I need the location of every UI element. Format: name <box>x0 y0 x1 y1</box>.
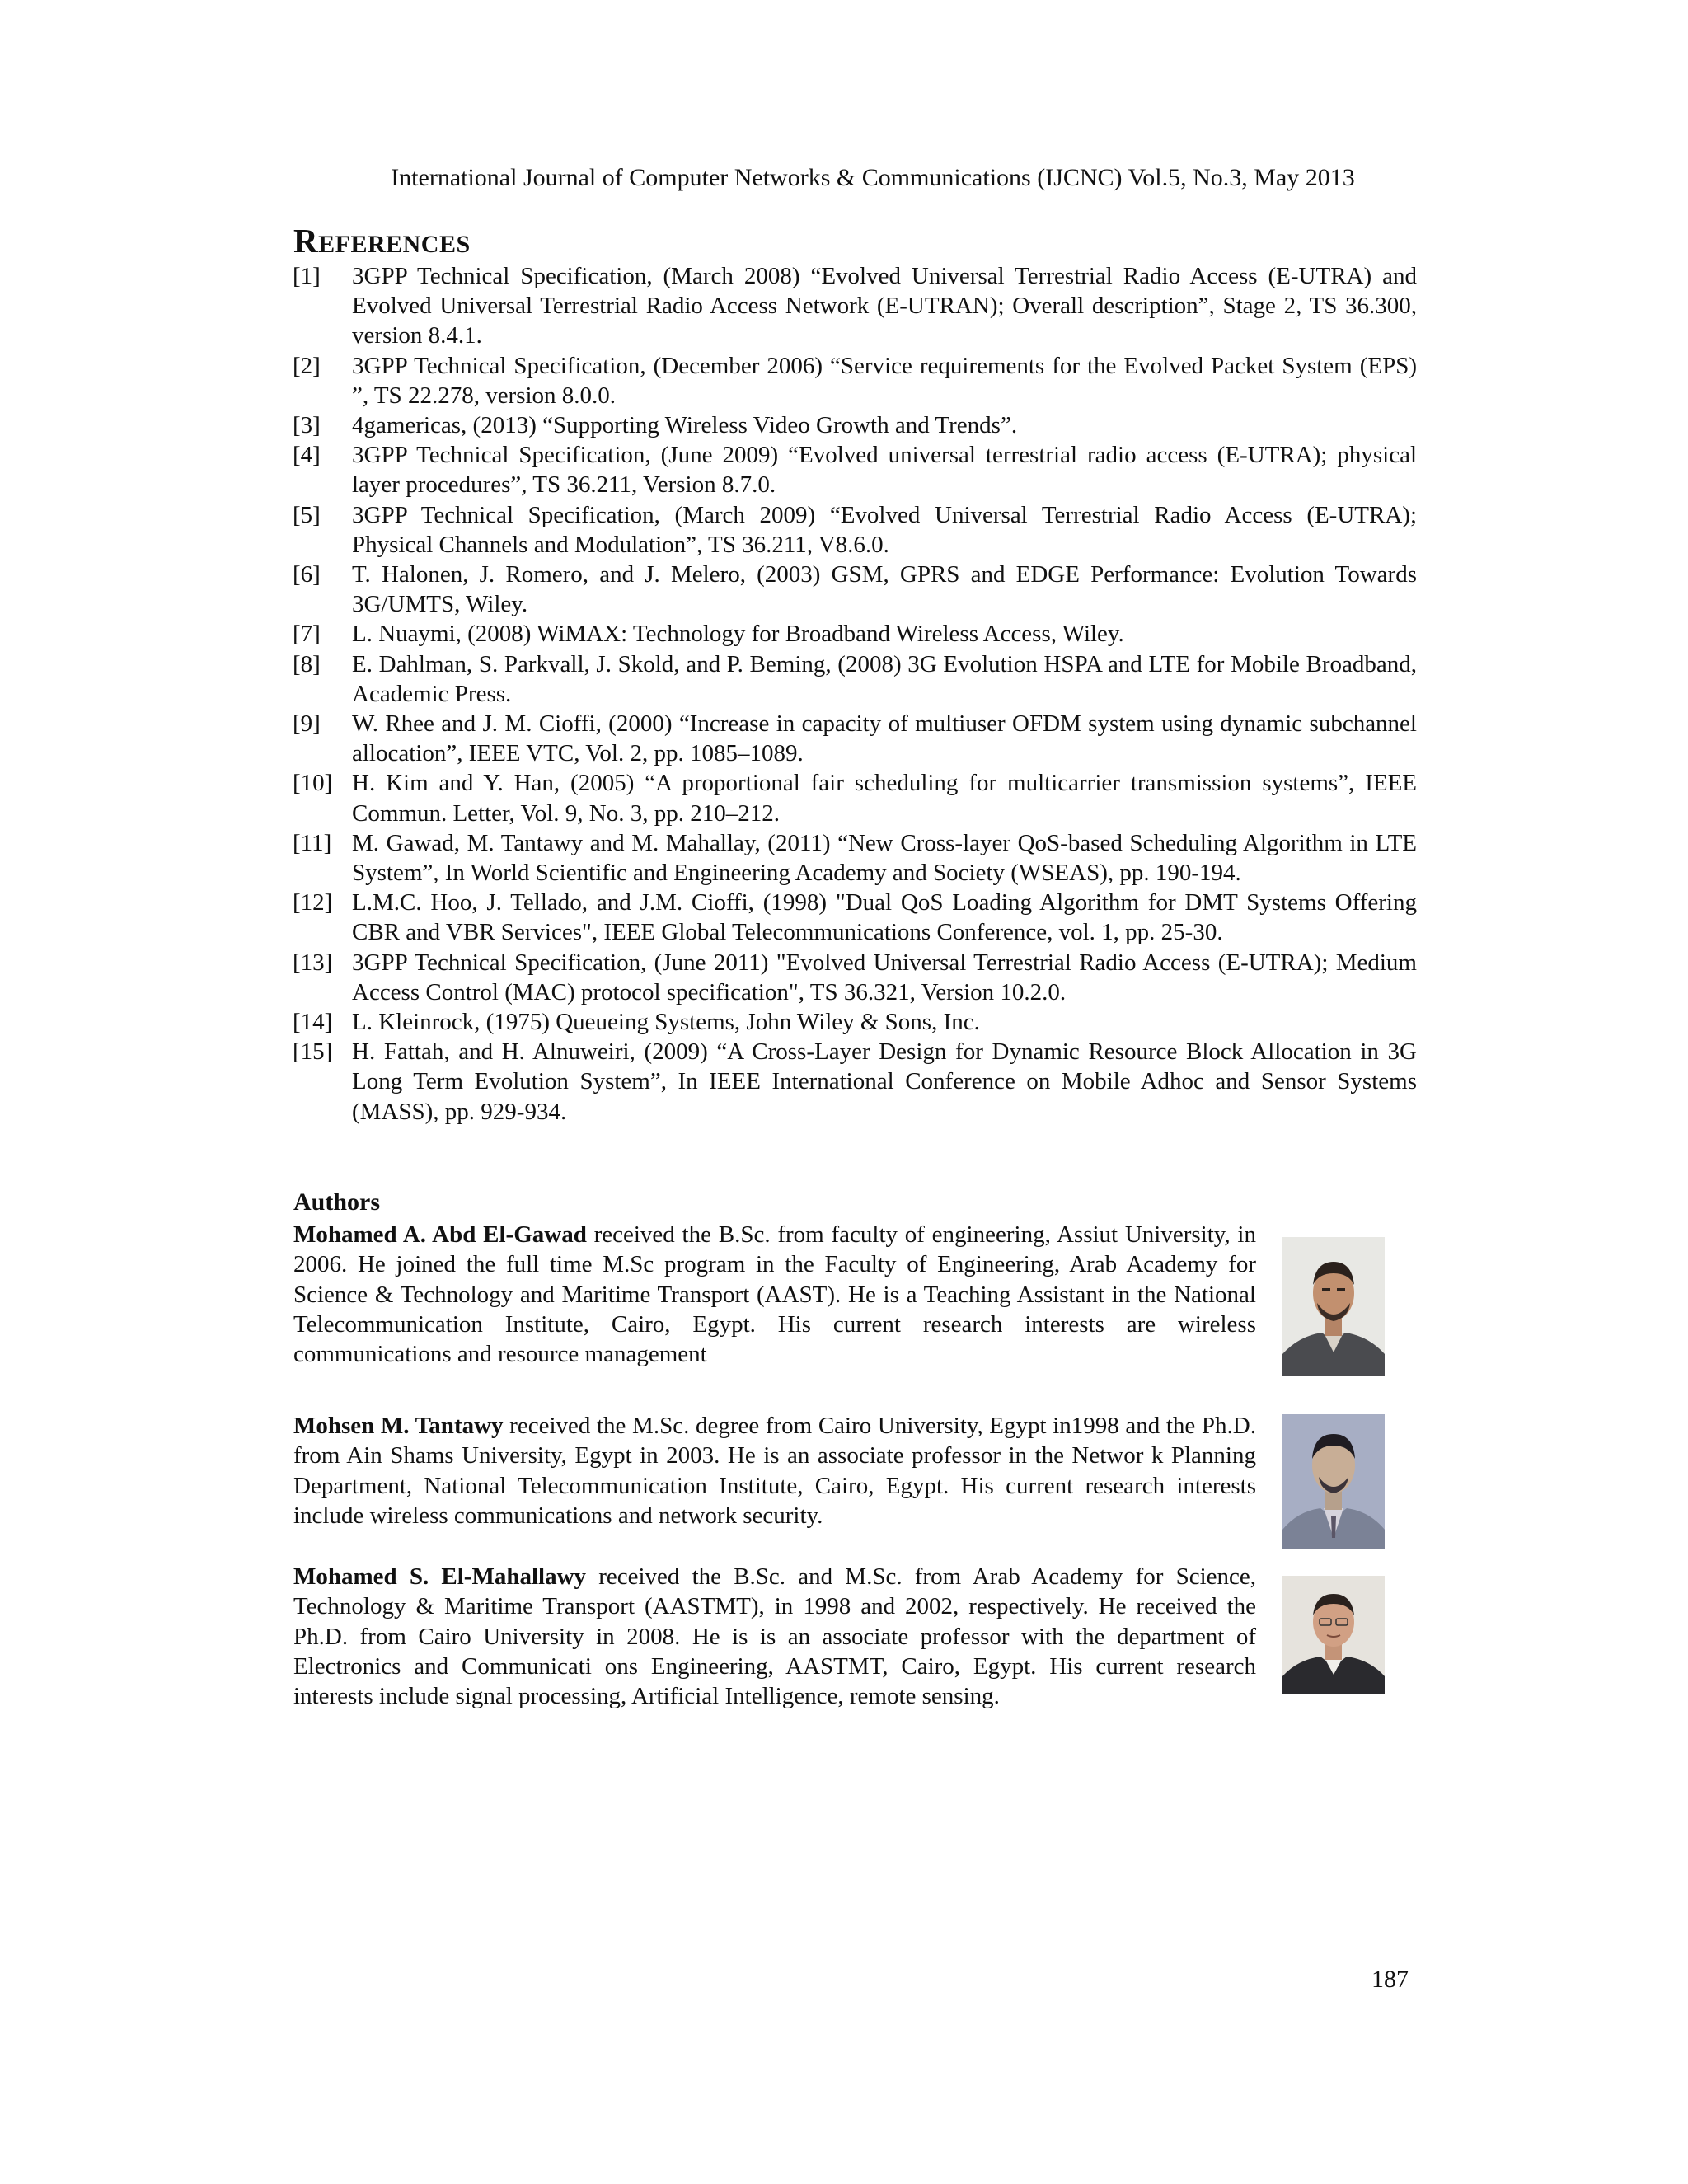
reference-number: [12] <box>293 889 333 916</box>
author-bio <box>293 1220 1256 1369</box>
reference-number: [5] <box>293 501 321 528</box>
references-heading-initial: R <box>293 222 319 260</box>
reference-number: [2] <box>293 352 321 379</box>
reference-number: [9] <box>293 710 321 738</box>
reference-text: L. Nuaymi, (2008) WiMAX: Technology for Broadband Wireless Access, Wiley. <box>352 621 1124 648</box>
authors-heading: Authors <box>293 1188 381 1216</box>
reference-number: [3] <box>293 412 321 439</box>
author-bio <box>293 1562 1256 1711</box>
reference-item <box>293 768 1417 827</box>
reference-number: [11] <box>293 829 332 856</box>
reference-text: 3GPP Technical Specification, (June 2011) "Evolved Universal Terrestrial Radio Access (E-UTRA); Medium Access Control (MAC) protocol specification", TS 36.321, Version 10.2.0. <box>352 949 1417 1005</box>
reference-text: T. Halonen, J. Romero, and J. Melero, (2003) GSM, GPRS and EDGE Performance: Evolution Towards 3G/UMTS, Wiley. <box>352 561 1417 618</box>
reference-number: [13] <box>293 949 333 976</box>
reference-number: [14] <box>293 1009 333 1036</box>
author-photo <box>1282 1237 1385 1376</box>
reference-text: E. Dahlman, S. Parkvall, J. Skold, and P. Beming, (2008) 3G Evolution HSPA and LTE for Mobile Broadband, Academic Press. <box>352 650 1417 707</box>
reference-item <box>293 410 1417 440</box>
reference-item <box>293 619 1417 649</box>
reference-item <box>293 351 1417 410</box>
reference-text: 4gamericas, (2013) “Supporting Wireless Video Growth and Trends”. <box>352 412 1018 439</box>
reference-item <box>293 560 1417 619</box>
references-heading-rest: EFERENCES <box>318 231 471 258</box>
reference-item <box>293 948 1417 1007</box>
reference-text: 3GPP Technical Specification, (December 2006) “Service requirements for the Evolved Packet System (EPS) ”, TS 22.278, version 8.0.0. <box>352 352 1417 409</box>
author-photo <box>1282 1576 1385 1694</box>
author-portrait-image <box>1282 1237 1385 1376</box>
author-name: Mohamed A. Abd El-Gawad <box>293 1221 587 1248</box>
reference-item <box>293 1007 1417 1037</box>
reference-number: [7] <box>293 621 321 648</box>
reference-text: 3GPP Technical Specification, (March 2009) “Evolved Universal Terrestrial Radio Access (E-UTRA); Physical Channels and Modulation”, TS 36.211, V8.6.0. <box>352 501 1417 558</box>
reference-item <box>293 649 1417 709</box>
author-bio-text: received the B.Sc. from faculty of engineering, Assiut University, in 2006. He joined the full time M.Sc program in the Faculty of Engineering, Arab Academy for Science & Technology and Maritime Transport (AAST). He is a Teaching Assistant in the National Telecommunication Institute, Cairo, Egypt. His current research interests are wireless communications and resource management <box>293 1221 1256 1368</box>
reference-item <box>293 828 1417 888</box>
author-name: Mohsen M. Tantawy <box>293 1413 504 1439</box>
reference-text: L.M.C. Hoo, J. Tellado, and J.M. Cioffi, (1998) "Dual QoS Loading Algorithm for DMT Systems Offering CBR and VBR Services", IEEE Global Telecommunications Conference, vol. 1, pp. 25-30. <box>352 889 1417 946</box>
reference-number: [1] <box>293 263 321 289</box>
reference-text: H. Fattah, and H. Alnuweiri, (2009) “A Cross-Layer Design for Dynamic Resource Block Allocation in 3G Long Term Evolution System”, In IEEE International Conference on Mobile Adhoc and Sensor Systems (MASS), pp. 929-934. <box>352 1038 1417 1125</box>
author-photo <box>1282 1414 1385 1549</box>
author-bio-text: received the M.Sc. degree from Cairo University, Egypt in1998 and the Ph.D. from Ain Shams University, Egypt in 2003. He is an associate professor in the Networ k Planning Department, National Telecommunication Institute, Cairo, Egypt. His current research interests include wireless communications and network security. <box>293 1413 1257 1529</box>
reference-number: [6] <box>293 561 321 588</box>
reference-item <box>293 500 1417 560</box>
reference-item <box>293 709 1417 768</box>
reference-text: 3GPP Technical Specification, (March 2008) “Evolved Universal Terrestrial Radio Access (E-UTRA) and Evolved Universal Terrestrial Radio Access Network (E-UTRAN); Overall description”, Stage 2, TS 36.300, version 8.4.1. <box>352 263 1417 349</box>
reference-text: W. Rhee and J. M. Cioffi, (2000) “Increase in capacity of multiuser OFDM system using dynamic subchannel allocation”, IEEE VTC, Vol. 2, pp. 1085–1089. <box>352 710 1417 767</box>
author-bio-text: received the B.Sc. and M.Sc. from Arab Academy for Science, Technology & Maritime Transport (AASTMT), in 1998 and 2002, respectively. He received the Ph.D. from Cairo University in 2008. He is is an associate professor with the department of Electronics and Communicati ons Engineering, AASTMT, Cairo, Egypt. His current research interests include signal processing, Artificial Intelligence, remote sensing. <box>293 1563 1257 1710</box>
author-name: Mohamed S. El-Mahallawy <box>293 1563 587 1590</box>
references-heading <box>293 224 471 261</box>
reference-text: M. Gawad, M. Tantawy and M. Mahallay, (2011) “New Cross-layer QoS-based Scheduling Algorithm in LTE System”, In World Scientific and Engineering Academy and Society (WSEAS), pp. 190-194. <box>352 829 1417 887</box>
reference-number: [4] <box>293 442 321 469</box>
author-portrait-image <box>1282 1414 1385 1549</box>
author-bio <box>293 1411 1256 1530</box>
reference-item <box>293 888 1417 947</box>
reference-item <box>293 1037 1417 1127</box>
reference-number: [8] <box>293 650 321 677</box>
reference-number: [15] <box>293 1038 333 1066</box>
reference-item <box>293 440 1417 499</box>
author-portrait-image <box>1282 1576 1385 1694</box>
reference-text: 3GPP Technical Specification, (June 2009) “Evolved universal terrestrial radio access (E-UTRA); physical layer procedures”, TS 36.211, Version 8.7.0. <box>352 442 1417 499</box>
reference-item <box>293 261 1417 351</box>
journal-header: International Journal of Computer Networks & Communications (IJCNC) Vol.5, No.3, May 2013 <box>391 164 1355 191</box>
reference-list <box>293 261 1417 1127</box>
reference-number: [10] <box>293 770 333 797</box>
reference-text: L. Kleinrock, (1975) Queueing Systems, John Wiley & Sons, Inc. <box>352 1009 980 1036</box>
reference-text: H. Kim and Y. Han, (2005) “A proportional fair scheduling for multicarrier transmission systems”, IEEE Commun. Letter, Vol. 9, No. 3, pp. 210–212. <box>352 770 1417 827</box>
page-number: 187 <box>1372 1966 1409 1993</box>
